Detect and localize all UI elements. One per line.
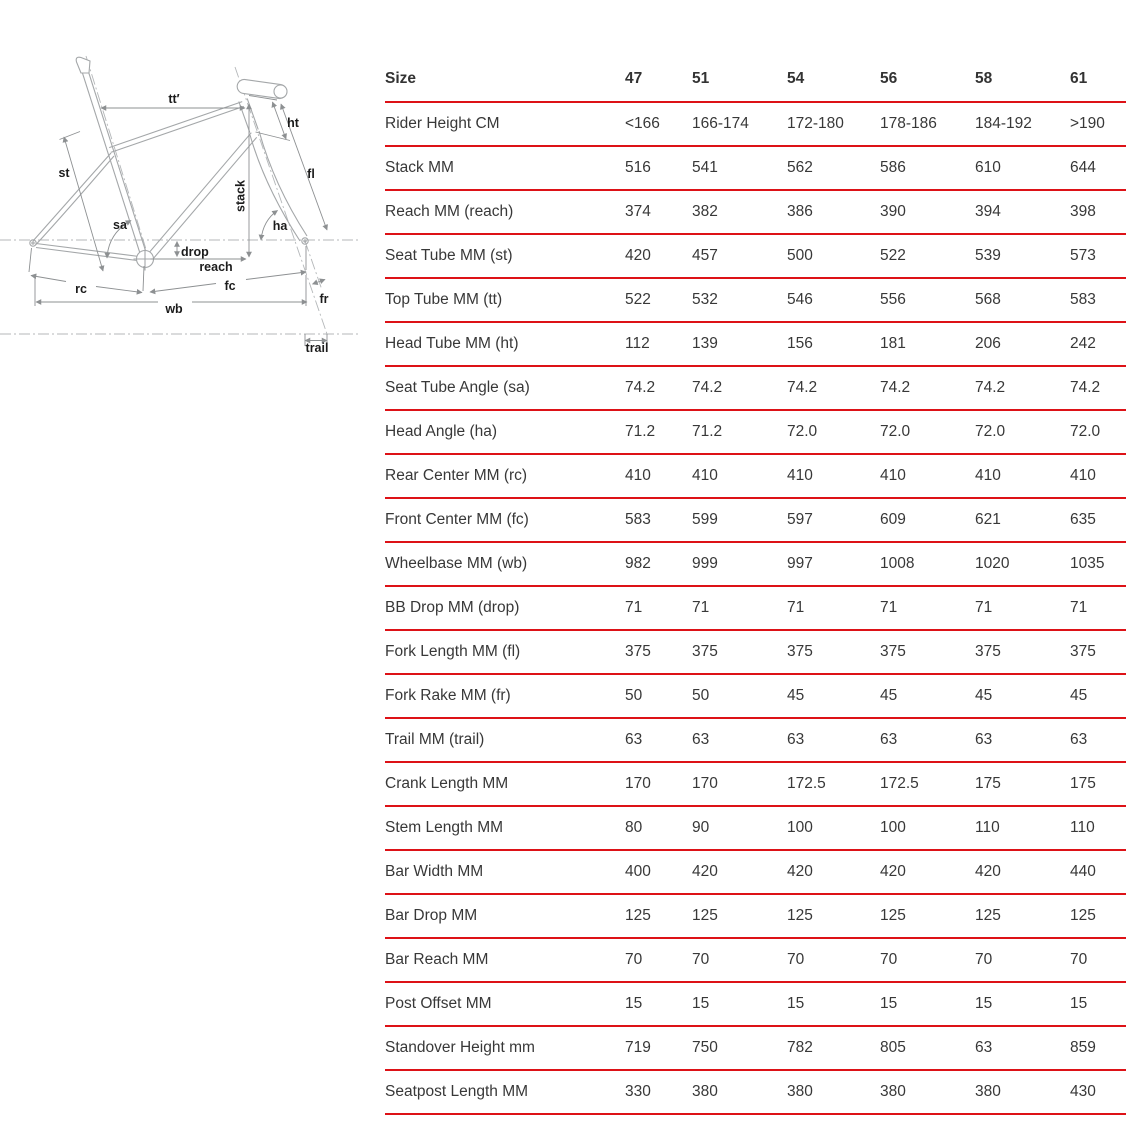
cell-value: 410: [975, 467, 1001, 484]
table-row: [385, 191, 1126, 235]
cell-value: 125: [880, 907, 906, 924]
row-label: Seat Tube MM (st): [385, 247, 513, 264]
cell-value: 410: [1070, 467, 1096, 484]
cell-value: 386: [787, 203, 813, 220]
cell-value: 410: [787, 467, 813, 484]
handlebar-end: [274, 85, 287, 98]
cell-value: <166: [625, 115, 660, 132]
cell-value: 170: [692, 775, 718, 792]
cell-value: 71: [692, 599, 710, 616]
cell-value: 380: [787, 1083, 813, 1100]
cell-value: 172.5: [880, 775, 919, 792]
cell-value: 45: [880, 687, 898, 704]
cell-value: 70: [880, 951, 898, 968]
frame-geometry-diagram: [0, 30, 380, 365]
column-header: 51: [692, 70, 710, 87]
row-label: Wheelbase MM (wb): [385, 555, 528, 572]
cell-value: 125: [975, 907, 1001, 924]
table-row: [385, 675, 1126, 719]
column-header: 58: [975, 70, 993, 87]
cell-value: 74.2: [1070, 379, 1101, 396]
column-header: 56: [880, 70, 898, 87]
cell-value: 546: [787, 291, 813, 308]
table-row: [385, 1071, 1126, 1115]
cell-value: 45: [787, 687, 805, 704]
cell-value: 50: [625, 687, 643, 704]
cell-value: 178-186: [880, 115, 937, 132]
cell-value: 63: [880, 731, 898, 748]
label-fork-length: fl: [307, 167, 315, 181]
cell-value: 50: [692, 687, 710, 704]
label-reach: reach: [199, 260, 233, 274]
cell-value: 206: [975, 335, 1001, 352]
cell-value: 156: [787, 335, 813, 352]
cell-value: 410: [692, 467, 718, 484]
table-row: [385, 499, 1126, 543]
cell-value: 72.0: [975, 423, 1006, 440]
row-label: Front Center MM (fc): [385, 511, 529, 528]
cell-value: 125: [1070, 907, 1096, 924]
cell-value: 45: [1070, 687, 1088, 704]
table-row: [385, 323, 1126, 367]
row-label: Reach MM (reach): [385, 203, 514, 220]
cell-value: 15: [1070, 995, 1088, 1012]
cell-value: 398: [1070, 203, 1096, 220]
cell-value: 74.2: [880, 379, 911, 396]
cell-value: 70: [692, 951, 710, 968]
cell-value: 420: [975, 863, 1001, 880]
row-label: Bar Reach MM: [385, 951, 489, 968]
cell-value: 63: [625, 731, 643, 748]
cell-value: 15: [880, 995, 898, 1012]
cell-value: 586: [880, 159, 906, 176]
cell-value: 330: [625, 1083, 651, 1100]
cell-value: 110: [975, 819, 1000, 836]
row-label: Head Tube MM (ht): [385, 335, 519, 352]
cell-value: 394: [975, 203, 1001, 220]
cell-value: 457: [692, 247, 718, 264]
cell-value: 400: [625, 863, 651, 880]
cell-value: 420: [625, 247, 651, 264]
table-row: [385, 939, 1126, 983]
cell-value: 71: [880, 599, 898, 616]
cell-value: 597: [787, 511, 813, 528]
cell-value: 430: [1070, 1083, 1096, 1100]
table-row: [385, 279, 1126, 323]
cell-value: 410: [625, 467, 651, 484]
cell-value: 74.2: [625, 379, 656, 396]
cell-value: 522: [625, 291, 651, 308]
row-label: Stem Length MM: [385, 819, 504, 836]
cell-value: 175: [1070, 775, 1096, 792]
cell-value: 583: [625, 511, 651, 528]
cell-value: 172-180: [787, 115, 844, 132]
row-label: Top Tube MM (tt): [385, 291, 503, 308]
cell-value: 420: [692, 863, 718, 880]
cell-value: 63: [975, 731, 993, 748]
table-row: [385, 983, 1126, 1027]
cell-value: 539: [975, 247, 1001, 264]
cell-value: 172.5: [787, 775, 826, 792]
table-row: [385, 719, 1126, 763]
table-row: [385, 1027, 1126, 1071]
cell-value: 556: [880, 291, 906, 308]
cell-value: 375: [692, 643, 718, 660]
cell-value: >190: [1070, 115, 1105, 132]
row-label: Post Offset MM: [385, 995, 492, 1012]
cell-value: 71.2: [692, 423, 723, 440]
cell-value: 609: [880, 511, 906, 528]
cell-value: 532: [692, 291, 718, 308]
table-row: [385, 543, 1126, 587]
cell-value: 440: [1070, 863, 1096, 880]
cell-value: 420: [880, 863, 906, 880]
row-label: Head Angle (ha): [385, 423, 498, 440]
column-header: 54: [787, 70, 805, 87]
label-fork-rake: fr: [319, 292, 329, 306]
cell-value: 100: [787, 819, 813, 836]
label-bb-drop: drop: [181, 245, 209, 259]
row-label: Seat Tube Angle (sa): [385, 379, 530, 396]
geometry-table-body: [385, 103, 1126, 1115]
cell-value: 621: [975, 511, 1001, 528]
table-row: [385, 763, 1126, 807]
label-wheelbase: wb: [165, 302, 183, 316]
cell-value: 125: [692, 907, 718, 924]
cell-value: 74.2: [975, 379, 1006, 396]
cell-value: 63: [787, 731, 805, 748]
cell-value: 375: [1070, 643, 1096, 660]
label-head-angle: ha: [272, 219, 288, 233]
cell-value: 45: [975, 687, 993, 704]
cell-value: 242: [1070, 335, 1096, 352]
cell-value: 71: [975, 599, 993, 616]
cell-value: 719: [625, 1039, 651, 1056]
cell-value: 644: [1070, 159, 1096, 176]
cell-value: 805: [880, 1039, 906, 1056]
cell-value: 15: [692, 995, 710, 1012]
row-label: Crank Length MM: [385, 775, 509, 792]
cell-value: 170: [625, 775, 651, 792]
cell-value: 63: [1070, 731, 1088, 748]
cell-value: 375: [975, 643, 1001, 660]
row-label: Rider Height CM: [385, 115, 500, 132]
cell-value: 181: [880, 335, 906, 352]
label-trail: trail: [305, 341, 329, 355]
cell-value: 380: [975, 1083, 1001, 1100]
cell-value: 74.2: [692, 379, 723, 396]
cell-value: 390: [880, 203, 906, 220]
table-row: [385, 103, 1126, 147]
cell-value: 15: [625, 995, 643, 1012]
cell-value: 374: [625, 203, 651, 220]
cell-value: 568: [975, 291, 1001, 308]
table-row: [385, 367, 1126, 411]
row-label: Standover Height mm: [385, 1039, 535, 1056]
cell-value: 71.2: [625, 423, 656, 440]
cell-value: 635: [1070, 511, 1096, 528]
cell-value: 420: [787, 863, 813, 880]
cell-value: 175: [975, 775, 1001, 792]
label-head-tube: ht: [287, 116, 299, 130]
table-row: [385, 147, 1126, 191]
cell-value: 1035: [1070, 555, 1105, 572]
cell-value: 71: [1070, 599, 1088, 616]
cell-value: 750: [692, 1039, 718, 1056]
cell-value: 90: [692, 819, 710, 836]
table-row: [385, 631, 1126, 675]
cell-value: 15: [975, 995, 993, 1012]
row-label: Fork Rake MM (fr): [385, 687, 511, 704]
cell-value: 583: [1070, 291, 1096, 308]
cell-value: 125: [787, 907, 813, 924]
cell-value: 999: [692, 555, 718, 572]
row-label: Bar Drop MM: [385, 907, 478, 924]
cell-value: 184-192: [975, 115, 1032, 132]
cell-value: 522: [880, 247, 906, 264]
table-row: [385, 895, 1126, 939]
row-label: Rear Center MM (rc): [385, 467, 528, 484]
cell-value: 70: [1070, 951, 1088, 968]
cell-value: 859: [1070, 1039, 1096, 1056]
cell-value: 573: [1070, 247, 1096, 264]
table-row: [385, 411, 1126, 455]
cell-value: 72.0: [1070, 423, 1101, 440]
label-seat-angle: sa: [113, 218, 127, 232]
cell-value: 72.0: [787, 423, 818, 440]
row-label: Fork Length MM (fl): [385, 643, 521, 660]
cell-value: 782: [787, 1039, 813, 1056]
row-label: Trail MM (trail): [385, 731, 485, 748]
label-seat-tube: st: [58, 166, 70, 180]
cell-value: 516: [625, 159, 651, 176]
cell-value: 1020: [975, 555, 1010, 572]
cell-value: 410: [880, 467, 906, 484]
cell-value: 70: [975, 951, 993, 968]
cell-value: 71: [787, 599, 805, 616]
table-row: [385, 807, 1126, 851]
cell-value: 100: [880, 819, 906, 836]
cell-value: 380: [880, 1083, 906, 1100]
cell-value: 382: [692, 203, 718, 220]
cell-value: 562: [787, 159, 813, 176]
cell-value: 63: [692, 731, 710, 748]
cell-value: 375: [625, 643, 651, 660]
table-header-row: [385, 57, 1126, 103]
cell-value: 139: [692, 335, 718, 352]
cell-value: 166-174: [692, 115, 749, 132]
cell-value: 70: [787, 951, 805, 968]
cell-value: 599: [692, 511, 718, 528]
row-label: BB Drop MM (drop): [385, 599, 520, 616]
table-row: [385, 235, 1126, 279]
saddle-clamp: [76, 57, 90, 73]
row-label: Bar Width MM: [385, 863, 484, 880]
cell-value: 15: [787, 995, 805, 1012]
cell-value: 80: [625, 819, 643, 836]
cell-value: 375: [880, 643, 906, 660]
cell-value: 500: [787, 247, 813, 264]
cell-value: 112: [625, 335, 650, 352]
label-front-center: fc: [224, 279, 236, 293]
cell-value: 63: [975, 1039, 993, 1056]
cell-value: 541: [692, 159, 718, 176]
label-top-tube: tt′: [168, 92, 180, 106]
row-label: Stack MM: [385, 159, 454, 176]
label-rear-center: rc: [75, 282, 87, 296]
cell-value: 74.2: [787, 379, 818, 396]
table-row: [385, 455, 1126, 499]
table-row: [385, 851, 1126, 895]
cell-value: 72.0: [880, 423, 911, 440]
cell-value: 70: [625, 951, 643, 968]
cell-value: 125: [625, 907, 651, 924]
row-label: Seatpost Length MM: [385, 1083, 529, 1100]
cell-value: 110: [1070, 819, 1095, 836]
cell-value: 997: [787, 555, 813, 572]
cell-value: 71: [625, 599, 643, 616]
column-header: 61: [1070, 70, 1088, 87]
cell-value: 380: [692, 1083, 718, 1100]
cell-value: 610: [975, 159, 1001, 176]
label-stack: stack: [233, 180, 248, 212]
cell-value: 982: [625, 555, 651, 572]
column-header-size: Size: [385, 70, 417, 87]
geometry-table: [385, 57, 1126, 1115]
cell-value: 1008: [880, 555, 915, 572]
column-header: 47: [625, 70, 643, 87]
cell-value: 375: [787, 643, 813, 660]
table-row: [385, 587, 1126, 631]
